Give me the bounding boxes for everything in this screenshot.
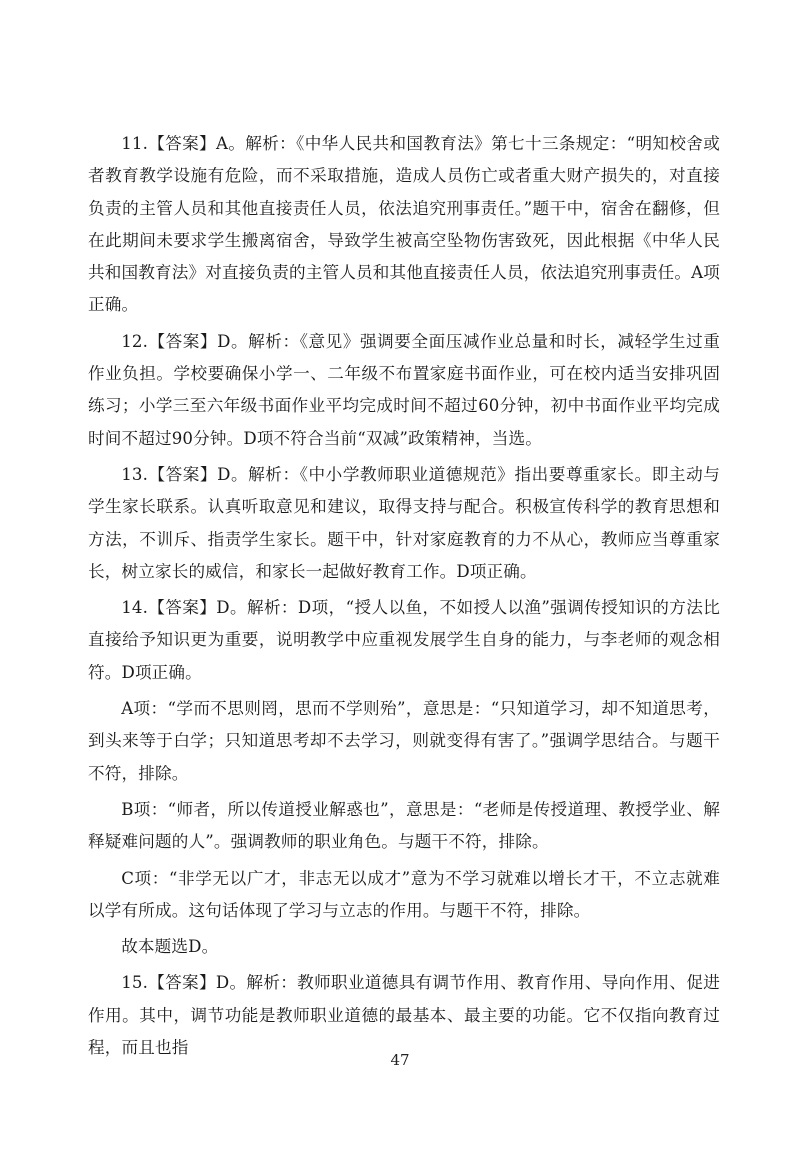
page-number: 47 (390, 1051, 410, 1069)
paragraph-option-a: A项：“学而不思则罔，思而不学则殆”，意思是：“只知道学习，却不知道思考，到头来等于白学；只知道思考却不去学习，则就变得有害了。”强调学思结合。与题干不符，排除。 (88, 699, 720, 783)
paragraph-answer-14: 14.【答案】D。解析：D项，“授人以鱼，不如授人以渔”强调传授知识的方法比直接给予知识更为重要，说明教学中应重视发展学生自身的能力，与李老师的观念相符。D项正确。 (88, 598, 720, 682)
paragraph-answer-12: 12.【答案】D。解析：《意见》强调要全面压减作业总量和时长，减轻学生过重作业负担。学校要确保小学一、二年级不布置家庭书面作业，可在校内适当安排巩固练习；小学三至六年级书面作业平均完成时间不超过60分钟，初中书面作业平均完成时间不超过90分钟。D项不符合当前“双减”政策精神，当选。 (88, 331, 720, 448)
paragraph-answer-13: 13.【答案】D。解析：《中小学教师职业道德规范》指出要尊重家长。即主动与学生家长联系。认真听取意见和建议，取得支持与配合。积极宣传科学的教育思想和方法，不训斥、指责学生家长。题干中，针对家庭教育的力不从心，教师应当尊重家长，树立家长的威信，和家长一起做好教育工作。D项正确。 (88, 464, 720, 581)
paragraph-option-c: C项：“非学无以广才，非志无以成才”意为不学习就难以增长才干，不立志就难以学有所成。这句话体现了学习与立志的作用。与题干不符，排除。 (88, 868, 720, 920)
paragraph-answer-11: 11.【答案】A。解析：《中华人民共和国教育法》第七十三条规定：“明知校舍或者教育教学设施有危险，而不采取措施，造成人员伤亡或者重大财产损失的，对直接负责的主管人员和其他直接责任人员，依法追究刑事责任。”题干中，宿舍在翻修，但在此期间未要求学生搬离宿舍，导致学生被高空坠物伤害致死，因此根据《中华人民共和国教育法》对直接负责的主管人员和其他直接责任人员，依法追究刑事责任。A项正确。 (88, 134, 720, 315)
paragraph-option-b: B项：“师者，所以传道授业解惑也”，意思是：“老师是传授道理、教授学业、解释疑难问题的人”。强调教师的职业角色。与题干不符，排除。 (88, 799, 720, 852)
document-body (88, 128, 720, 1068)
paragraph-conclusion: 故本题选D。 (121, 937, 219, 957)
paragraph-answer-15: 15.【答案】D。解析：教师职业道德具有调节作用、教育作用、导向作用、促进作用。其中，调节功能是教师职业道德的最基本、最主要的功能。它不仅指向教育过程，而且也指 (88, 973, 720, 1058)
